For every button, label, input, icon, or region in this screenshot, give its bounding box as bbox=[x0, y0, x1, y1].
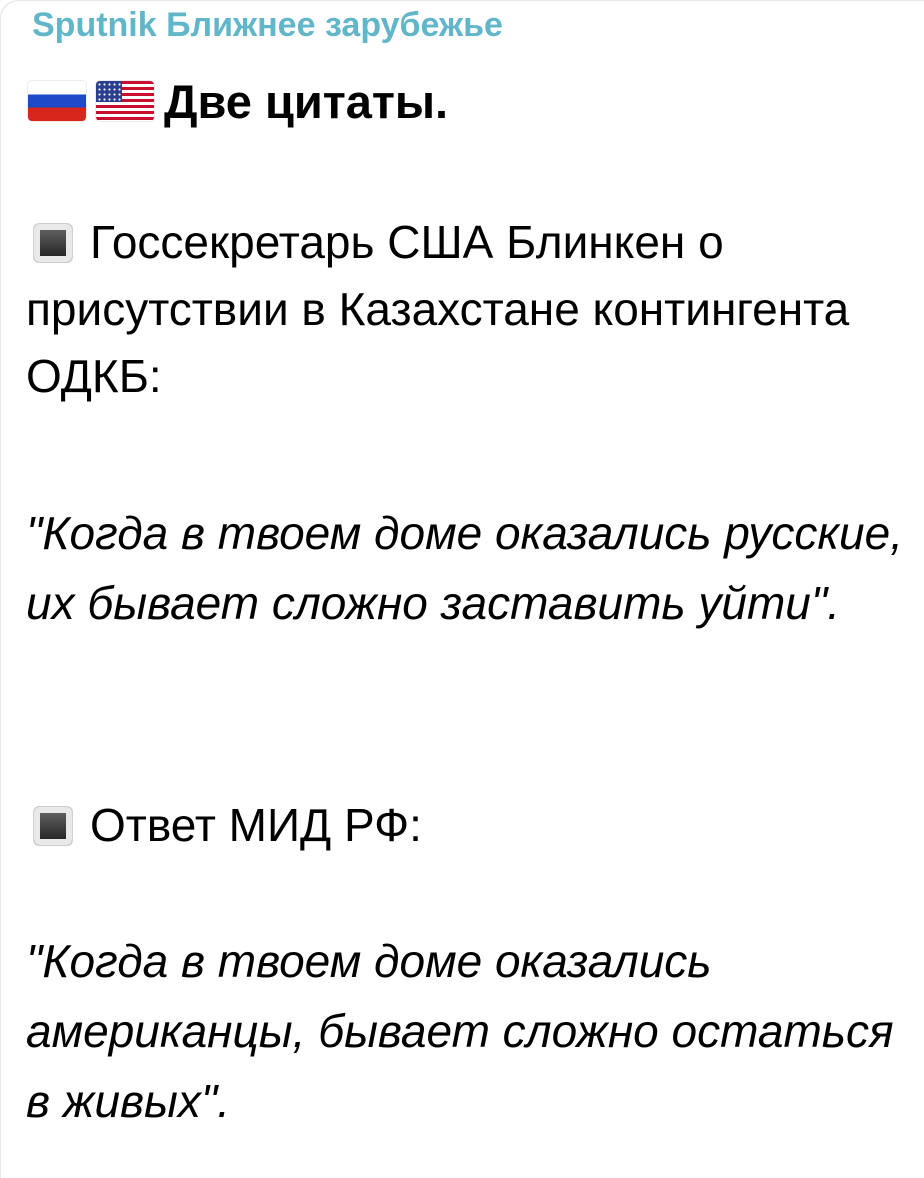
bullet-paragraph-2 bbox=[26, 792, 906, 859]
paragraph-text: Ответ МИД РФ: bbox=[90, 799, 422, 851]
bullet-paragraph-1 bbox=[26, 209, 906, 410]
russia-flag-icon bbox=[28, 81, 86, 121]
post-headline bbox=[28, 74, 448, 128]
paragraph-text: Госсекретарь США Блинкен о присутствии в Казахстане контингента ОДКБ: bbox=[26, 216, 850, 402]
black-square-icon bbox=[34, 224, 72, 262]
quote-1: "Когда в твоем доме оказались русские, их бывает сложно заставить уйти". bbox=[26, 507, 903, 629]
channel-name[interactable]: Sputnik Ближнее зарубежье bbox=[32, 6, 503, 44]
usa-flag-icon bbox=[96, 81, 154, 121]
black-square-icon bbox=[34, 807, 72, 845]
headline-text: Две цитаты. bbox=[164, 74, 449, 128]
quote-2: "Когда в твоем доме оказались американцы, бывает сложно остаться в живых". bbox=[26, 935, 894, 1127]
